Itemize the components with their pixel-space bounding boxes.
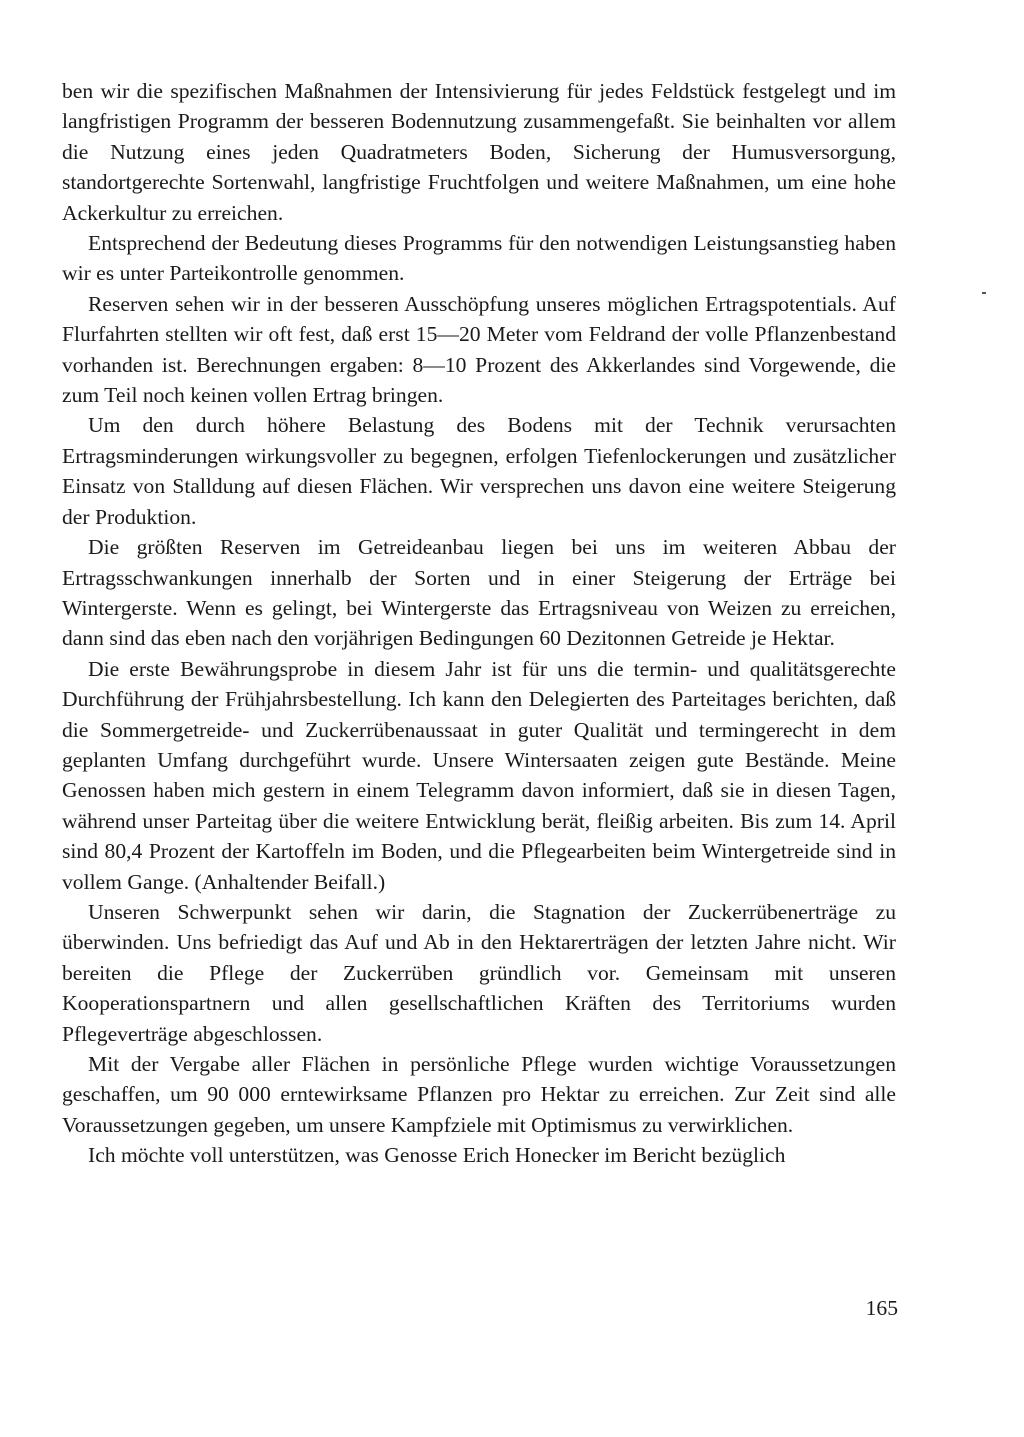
paragraph-6: Die erste Bewährungsprobe in diesem Jahr ist für uns die termin- und qualitätsgerechte Durchführung der Frühjahrsbestellung. Ich kann den Delegierten des Parteitages berichten, daß die Sommergetreide- und Zuckerrübenaussaat in guter Qualität und termingerecht in dem geplanten Umfang durchgeführt wurde. Unsere Wintersaaten zeigen gute Bestände. Meine Genossen haben mich gestern in einem Telegramm davon informiert, daß sie in diesen Tagen, während unser Parteitag über die weitere Entwicklung berät, fleißig arbeiten. Bis zum 14. April sind 80,4 Prozent der Kartoffeln im Boden, und die Pflegearbeiten beim Wintergetreide sind in vollem Gange. (Anhaltender Beifall.) (62, 656, 896, 894)
paragraph-3: Reserven sehen wir in der besseren Ausschöpfung unseres möglichen Ertragspotentials. Auf Flurfahrten stellten wir oft fest, daß erst 15—20 Meter vom Feldrand der volle Pflanzenbestand vorhanden ist. Berechnungen ergaben: 8—10 Prozent des Akkerlandes sind Vorgewende, die zum Teil noch keinen vollen Ertrag bringen. (62, 291, 896, 408)
paragraph-8: Mit der Vergabe aller Flächen in persönliche Pflege wurden wichtige Voraussetzungen geschaffen, um 90 000 erntewirksame Pflanzen pro Hektar zu erreichen. Zur Zeit sind alle Voraussetzungen gegeben, um unsere Kampfziele mit Optimismus zu verwirklichen. (62, 1052, 896, 1137)
paragraph-1: ben wir die spezifischen Maßnahmen der Intensivierung für jedes Feldstück festgelegt und im langfristigen Programm der besseren Bodennutzung zusammengefaßt. Sie beinhalten vor allem die Nutzung eines jeden Quadratmeters Boden, Sicherung der Humusversorgung, standortgerechte Sortenwahl, langfristige Fruchtfolgen und weitere Maßnahmen, um eine hohe Ackerkultur zu erreichen. (62, 79, 896, 225)
paragraph-5: Die größten Reserven im Getreideanbau liegen bei uns im weiteren Abbau der Ertragsschwankungen innerhalb der Sorten und in einer Steigerung der Erträge bei Wintergerste. Wenn es gelingt, bei Wintergerste das Ertragsniveau von Weizen zu erreichen, dann sind das eben nach den vorjährigen Bedingungen 60 Dezitonnen Getreide je Hektar. (62, 535, 896, 651)
page-number: 165 (865, 1296, 898, 1320)
paragraph-2: Entsprechend der Bedeutung dieses Programms für den notwendigen Leistungsanstieg haben wir es unter Parteikontrolle genommen. (62, 231, 896, 286)
paragraph-9: Ich möchte voll unterstützen, was Genosse Erich Honecker im Bericht bezüglich (88, 1143, 786, 1168)
paragraph-7: Unseren Schwerpunkt sehen wir darin, die Stagnation der Zuckerrübenerträge zu überwinden. Uns befriedigt das Auf und Ab in den Hektarerträgen der letzten Jahre nicht. Wir bereiten die Pflege der Zuckerrüben gründlich vor. Gemeinsam mit unseren Kooperationspartnern und allen gesellschaftlichen Kräften des Territoriums wurden Pflegeverträge abgeschlossen. (62, 899, 896, 1046)
margin-mark (982, 292, 986, 294)
page-body (62, 76, 896, 1171)
paragraph-4: Um den durch höhere Belastung des Bodens mit der Technik verursachten Ertragsminderungen wirkungsvoller zu begegnen, erfolgen Tiefenlockerungen und zusätzlicher Einsatz von Stalldung auf diesen Flächen. Wir versprechen uns davon eine weitere Steigerung der Produktion. (62, 413, 896, 529)
